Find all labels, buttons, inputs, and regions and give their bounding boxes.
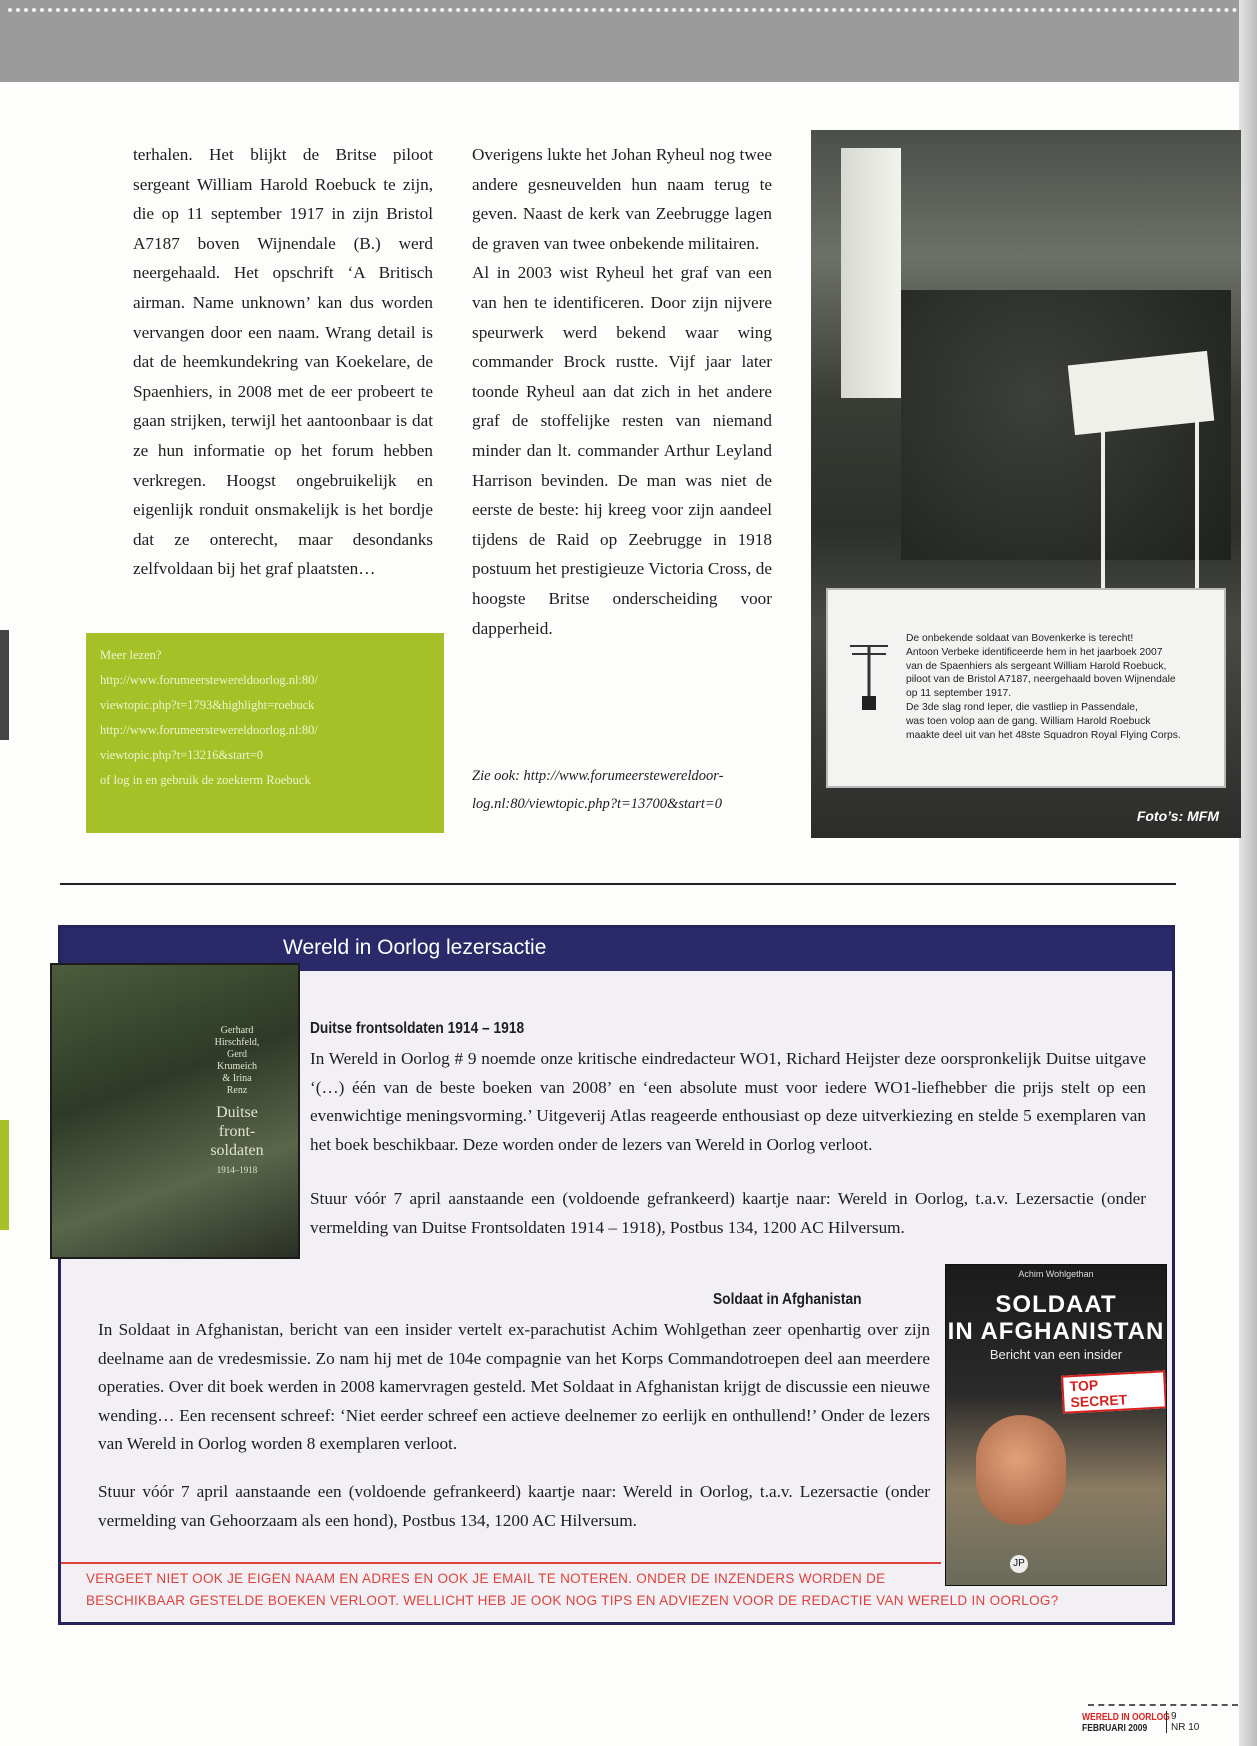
read-more-box	[86, 633, 444, 833]
read-more-heading: Meer lezen?	[100, 648, 162, 662]
top-dots	[8, 8, 1238, 12]
cover-title-line: IN AFGHANISTAN	[947, 1318, 1165, 1345]
cover-title-line: SOLDAAT	[995, 1291, 1117, 1318]
see-also-link[interactable]	[472, 762, 782, 818]
sign-stand	[1101, 420, 1199, 600]
page-footer	[1082, 1712, 1170, 1734]
cover-author-line: Renz	[226, 1085, 248, 1096]
book2-title: Soldaat in Afghanistan	[713, 1291, 862, 1308]
book2-description: In Soldaat in Afghanistan, bericht van een insider vertelt ex-parachutist Achim Wohlgethan zeer openhartig over zijn deelname aan de vredesmissie. Zo nam hij met de 104e compagnie van het Korps Commandotroepen deel aan meerdere operaties. Over dit boek werden in 2008 kamervragen gesteld. Met Soldaat in Afghanistan krijgt de discussie een nieuwe wending… Een recensent schreef: ‘Niet eerder schreef een actieve deelnemer zo eerlijk en onthullend!’ Onder de lezers van Wereld in Oorlog worden 8 exemplaren verloot.	[98, 1320, 930, 1453]
cover-author-line: Hirschfeld,	[214, 1037, 260, 1048]
cover-title	[182, 1103, 292, 1160]
cover-author-line: & Irina	[222, 1073, 252, 1084]
page-number: 9	[1171, 1711, 1177, 1722]
page-edge	[1239, 0, 1257, 1746]
cover-author: Achim Wohlgethan	[1018, 1269, 1094, 1279]
sign-line: De 3de slag rond Ieper, die vastliep in Passendale,	[906, 701, 1138, 713]
grave-photo	[811, 130, 1241, 838]
read-more-link[interactable]: http://www.forumeerstewereldoorlog.nl:80/	[100, 723, 318, 737]
book2-instructions: Stuur vóór 7 april aanstaande een (voldoende gefrankeerd) kaartje naar: Wereld in Oorlog, t.a.v. Lezersactie (onder vermelding van Gehoorzaam als een hond), Postbus 134, 1200 AC Hilversum.	[98, 1482, 930, 1530]
section-divider	[60, 883, 1176, 885]
sign-line: Antoon Verbeke identificeerde hem in het jaarboek 2007	[906, 646, 1163, 658]
photo-sign-text	[906, 632, 1224, 742]
publisher-logo-icon: JP	[1010, 1555, 1028, 1573]
read-more-link[interactable]: viewtopic.php?t=1793&highlight=roebuck	[100, 698, 315, 712]
sign-line: maakte deel uit van het 48ste Squadron Royal Flying Corps.	[906, 729, 1181, 741]
cover-title-line: front-	[218, 1123, 256, 1140]
footer-magazine: WERELD IN OORLOG	[1082, 1712, 1170, 1723]
sign-line: De onbekende soldaat van Bovenkerke is terecht!	[906, 633, 1134, 644]
see-also-line: Zie ook: http://www.forumeerstewereldoor-	[472, 768, 724, 784]
cover-years: 1914–1918	[216, 1165, 258, 1175]
cover-author-line: Gerhard	[220, 1025, 254, 1036]
sign-line: was toen volop aan de gang. William Harold Roebuck	[906, 715, 1151, 727]
sign-line: op 11 september 1917.	[906, 688, 1012, 700]
reader-action-title: Wereld in Oorlog lezersactie	[283, 936, 547, 959]
cover-author-line: Gerd	[227, 1049, 247, 1060]
see-also-line: log.nl:80/viewtopic.php?t=13700&start=0	[472, 796, 722, 812]
read-more-link[interactable]: http://www.forumeerstewereldoorlog.nl:80/	[100, 673, 318, 687]
notice-line: VERGEET NIET OOK JE EIGEN NAAM EN ADRES EN OOK JE EMAIL TE NOTEREN. ONDER DE INZENDERS WORDEN DE	[86, 1571, 886, 1586]
cover-title-line: soldaten	[210, 1142, 264, 1159]
book1-title: Duitse frontsoldaten 1914 – 1918	[310, 1020, 525, 1037]
sign-line: van de Spaenhiers als sergeant William Harold Roebuck,	[906, 660, 1167, 672]
footer-date: FEBRUARI 2009	[1082, 1723, 1148, 1734]
book1-description: In Wereld in Oorlog # 9 noemde onze kritische eindredacteur WO1, Richard Heijster deze oorspronkelijk Duitse uitgave ‘(…) één van de beste boeken van 2008’ en ‘een absolute must voor iedere WO1-liefhebber die prijs stelt op een evenwichtige meningsvorming.’ Uitgeverij Atlas reageerde enthousiast op deze uitverkiezing en stelde 5 exemplaren van het boek beschikbaar. Deze worden onder de lezers van Wereld in Oorlog verloot.	[310, 1049, 1146, 1154]
notice-line: BESCHIKBAAR GESTELDE BOEKEN VERLOOT. WELLICHT HEB JE OOK NOG TIPS EN ADVIEZEN VOOR DE REDACTIE VAN WERELD IN OORLOG?	[86, 1593, 1059, 1608]
read-more-link[interactable]: viewtopic.php?t=13216&start=0	[100, 748, 264, 762]
notice-divider	[61, 1562, 941, 1564]
issue-number: NR 10	[1171, 1722, 1200, 1733]
article-column-1: terhalen. Het blijkt de Britse piloot sergeant William Harold Roebuck te zijn, die op 11 september 1917 in zijn Bristol A7187 boven Wijnendale (B.) werd neergehaald. Het opschrift ‘A Britisch airman. Name unknown’ kan dus worden vervangen door een naam. Wrang detail is dat de heemkundekring van Koekelare, de Spaenhiers, in 2008 met de eer probeert te gaan strijken, terwijl het aantoonbaar is dat ze hun informatie op het forum hebben verkregen. Hoogst ongebruikelijk en eigenlijk ronduit onsmakelijk is het bordje dat ze onterecht, maar desondanks zelfvoldaan bij het graf plaatsten…	[133, 145, 433, 579]
book1-instructions: Stuur vóór 7 april aanstaande een (voldoende gefrankeerd) kaartje naar: Wereld in Oorlog, t.a.v. Lezersactie (onder vermelding van Duitse Frontsoldaten 1914 – 1918), Postbus 134, 1200 AC Hilversum.	[310, 1189, 1146, 1237]
headstone	[841, 148, 901, 398]
article-paragraph: Overigens lukte het Johan Ryheul nog twee andere gesneuvelden hun naam terug te geven. Naast de kerk van Zeebrugge lagen de graven van twee onbekende militairen.	[472, 145, 772, 253]
book-cover-soldaat-in-afghanistan	[945, 1264, 1167, 1586]
cover-subtitle: Bericht van een insider	[989, 1347, 1123, 1362]
article-paragraph: Al in 2003 wist Ryheul het graf van een van hen te identificeren. Door zijn nijvere speurwerk werd bekend waar wing commander Brock rustte. Vijf jaar later toonde Ryheul aan dat zich in het andere graf de stoffelijke resten van niemand minder dan lt. commander Arthur Leyland Harrison bevinden. De man was niet de eerste de beste: hij kreeg voor zijn aandeel tijdens de Raid op Zeebrugge in 1918 postuum het prestigieuze Victoria Cross, de hoogste Britse onderscheiding voor dapperheid.	[472, 263, 772, 638]
cover-title-line: Duitse	[216, 1104, 258, 1121]
book-cover-text	[182, 1025, 292, 1176]
top-secret-stamp: TOP SECRET	[1061, 1370, 1167, 1413]
read-more-hint: of log in en gebruik de zoekterm Roebuck	[100, 773, 311, 787]
cover-title	[946, 1291, 1166, 1345]
sign-line: piloot van de Bristol A7187, neergehaald boven Wijnendale	[906, 674, 1176, 686]
soldier-portrait	[976, 1415, 1066, 1525]
edge-marker-dark	[0, 630, 9, 740]
top-band	[0, 0, 1257, 82]
book-cover-duitse-frontsoldaten	[50, 963, 300, 1259]
grave-sign	[1068, 351, 1215, 435]
photo-credit: Foto’s: MFM	[1136, 808, 1219, 824]
edge-marker-green	[0, 1120, 9, 1230]
entry-notice	[86, 1568, 1059, 1612]
cover-author-line: Krumeich	[217, 1061, 257, 1072]
page-number-block	[1166, 1711, 1199, 1733]
aircraft-icon	[844, 636, 894, 726]
footer-dash	[1088, 1704, 1238, 1706]
photo-sign-panel	[826, 588, 1226, 788]
article-column-2	[472, 140, 772, 643]
